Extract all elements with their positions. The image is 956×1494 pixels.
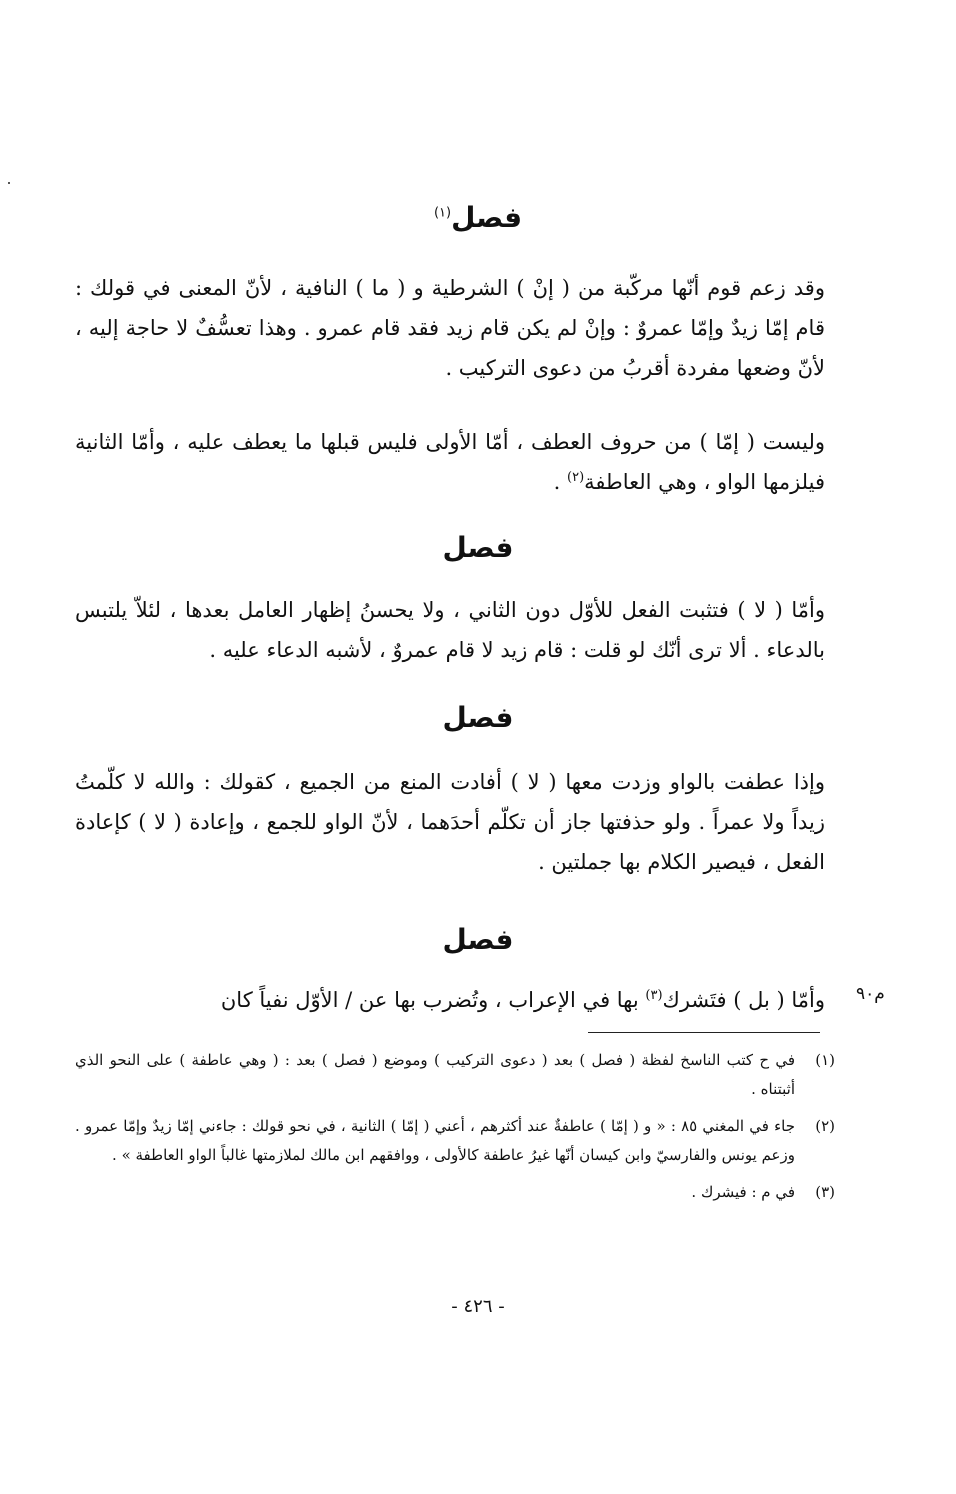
paragraph-text: وقد زعم قوم أنّها مركّبة من ( إنْ ) الشرطية و ( ما ) النافية ، لأنّ المعنى في قولك : قام إمّا زيدٌ وإمّا عمروٌ : وإنْ لم يكن قام زيد فقد قام عمرو . وهذا تعسُّفٌ لا حاجة إليه ، لأنّ وضعها مفردة أقربُ من دعوى التركيب . (75, 276, 825, 380)
heading-text: فصل (442, 701, 514, 734)
heading-text: فصل (442, 531, 514, 564)
footnote-ref: (١) (433, 205, 452, 221)
paragraph-text: وليست ( إمّا ) من حروف العطف ، أمّا الأولى فليس قبلها ما يعطف عليه ، وأمّا الثانية فيلزمها الواو ، وهي العاطفة (75, 430, 825, 494)
paragraph-1 (75, 268, 825, 388)
paragraph-3 (75, 590, 825, 670)
footnote-2 (75, 1112, 835, 1170)
manuscript-margin-note: م٩٠ (856, 984, 885, 1004)
heading-text: فصل (451, 201, 523, 234)
paragraph-end: . (553, 470, 567, 494)
paragraph-text: وأمّا ( بل ) فتَشرك (662, 988, 825, 1012)
footnote-ref: (٢) (567, 470, 585, 485)
paragraph-text: وإذا عطفت بالواو وزدت معها ( لا ) أفادت المنع من الجميع ، كقولك : والله لا كلّمتُ زيداً ولا عمراً . ولو حذفتها جاز أن تكلّم أحدَهما ، لأنّ الواو للجمع ، وإعادة ( لا ) كإعادة الفعل ، فيصير الكلام بها جملتين . (75, 770, 825, 874)
footnote-number: (٣) (815, 1183, 835, 1201)
footnotes (75, 1046, 835, 1215)
footnote-1 (75, 1046, 835, 1104)
footnote-text: في ح كتب الناسخ لفظة ( فصل ) بعد ( دعوى التركيب ) وموضع ( فصل ) بعد : ( وهي عاطفة ) على النحو الذي أثبتناه . (75, 1051, 795, 1098)
paragraph-4 (75, 762, 825, 882)
scan-speck (8, 182, 10, 184)
paragraph-text-wrap (75, 422, 825, 502)
paragraph-text-cont: بها في الإعراب ، وتُضرب بها عن / الأوّل نفياً كان (220, 988, 646, 1012)
footnote-number: (١) (815, 1051, 835, 1069)
footnote-3 (75, 1178, 835, 1207)
page-number: - ٤٢٦ - (451, 1296, 505, 1317)
section-heading-1 (0, 200, 956, 236)
section-heading-3 (0, 700, 956, 736)
section-heading-2 (0, 530, 956, 566)
paragraph-2 (75, 422, 825, 502)
section-heading-4 (0, 922, 956, 958)
footnote-separator (588, 1032, 820, 1033)
footnote-text: جاء في المغني ٨٥ : « و ( إمّا ) عاطفةٌ عند أكثرهم ، أعني ( إمّا ) الثانية ، في نحو قولك : جاءني إمّا زيدٌ وإمّا عمرو . وزعم يونس والفارسيّ وابن كيسان أنّها غيرُ عاطفة كالأولى ، ووافقهم ابن مالك لملازمتها غالباً الواو العاطفة » . (75, 1117, 795, 1164)
footnote-number: (٢) (815, 1117, 835, 1135)
paragraph-text: وأمّا ( لا ) فتثبت الفعل للأوّل دون الثاني ، ولا يحسنُ إظهار العامل بعدها ، لئلاّ يلتبس بالدعاء . ألا ترى أنّك لو قلت : قام زيد لا قام عمروٌ ، لأشبه الدعاء عليه . (75, 598, 825, 662)
footnote-ref: (٣) (645, 988, 663, 1003)
footnote-text: في م : فيشرك . (691, 1183, 795, 1201)
heading-text: فصل (442, 923, 514, 956)
paragraph-5 (75, 980, 825, 1020)
